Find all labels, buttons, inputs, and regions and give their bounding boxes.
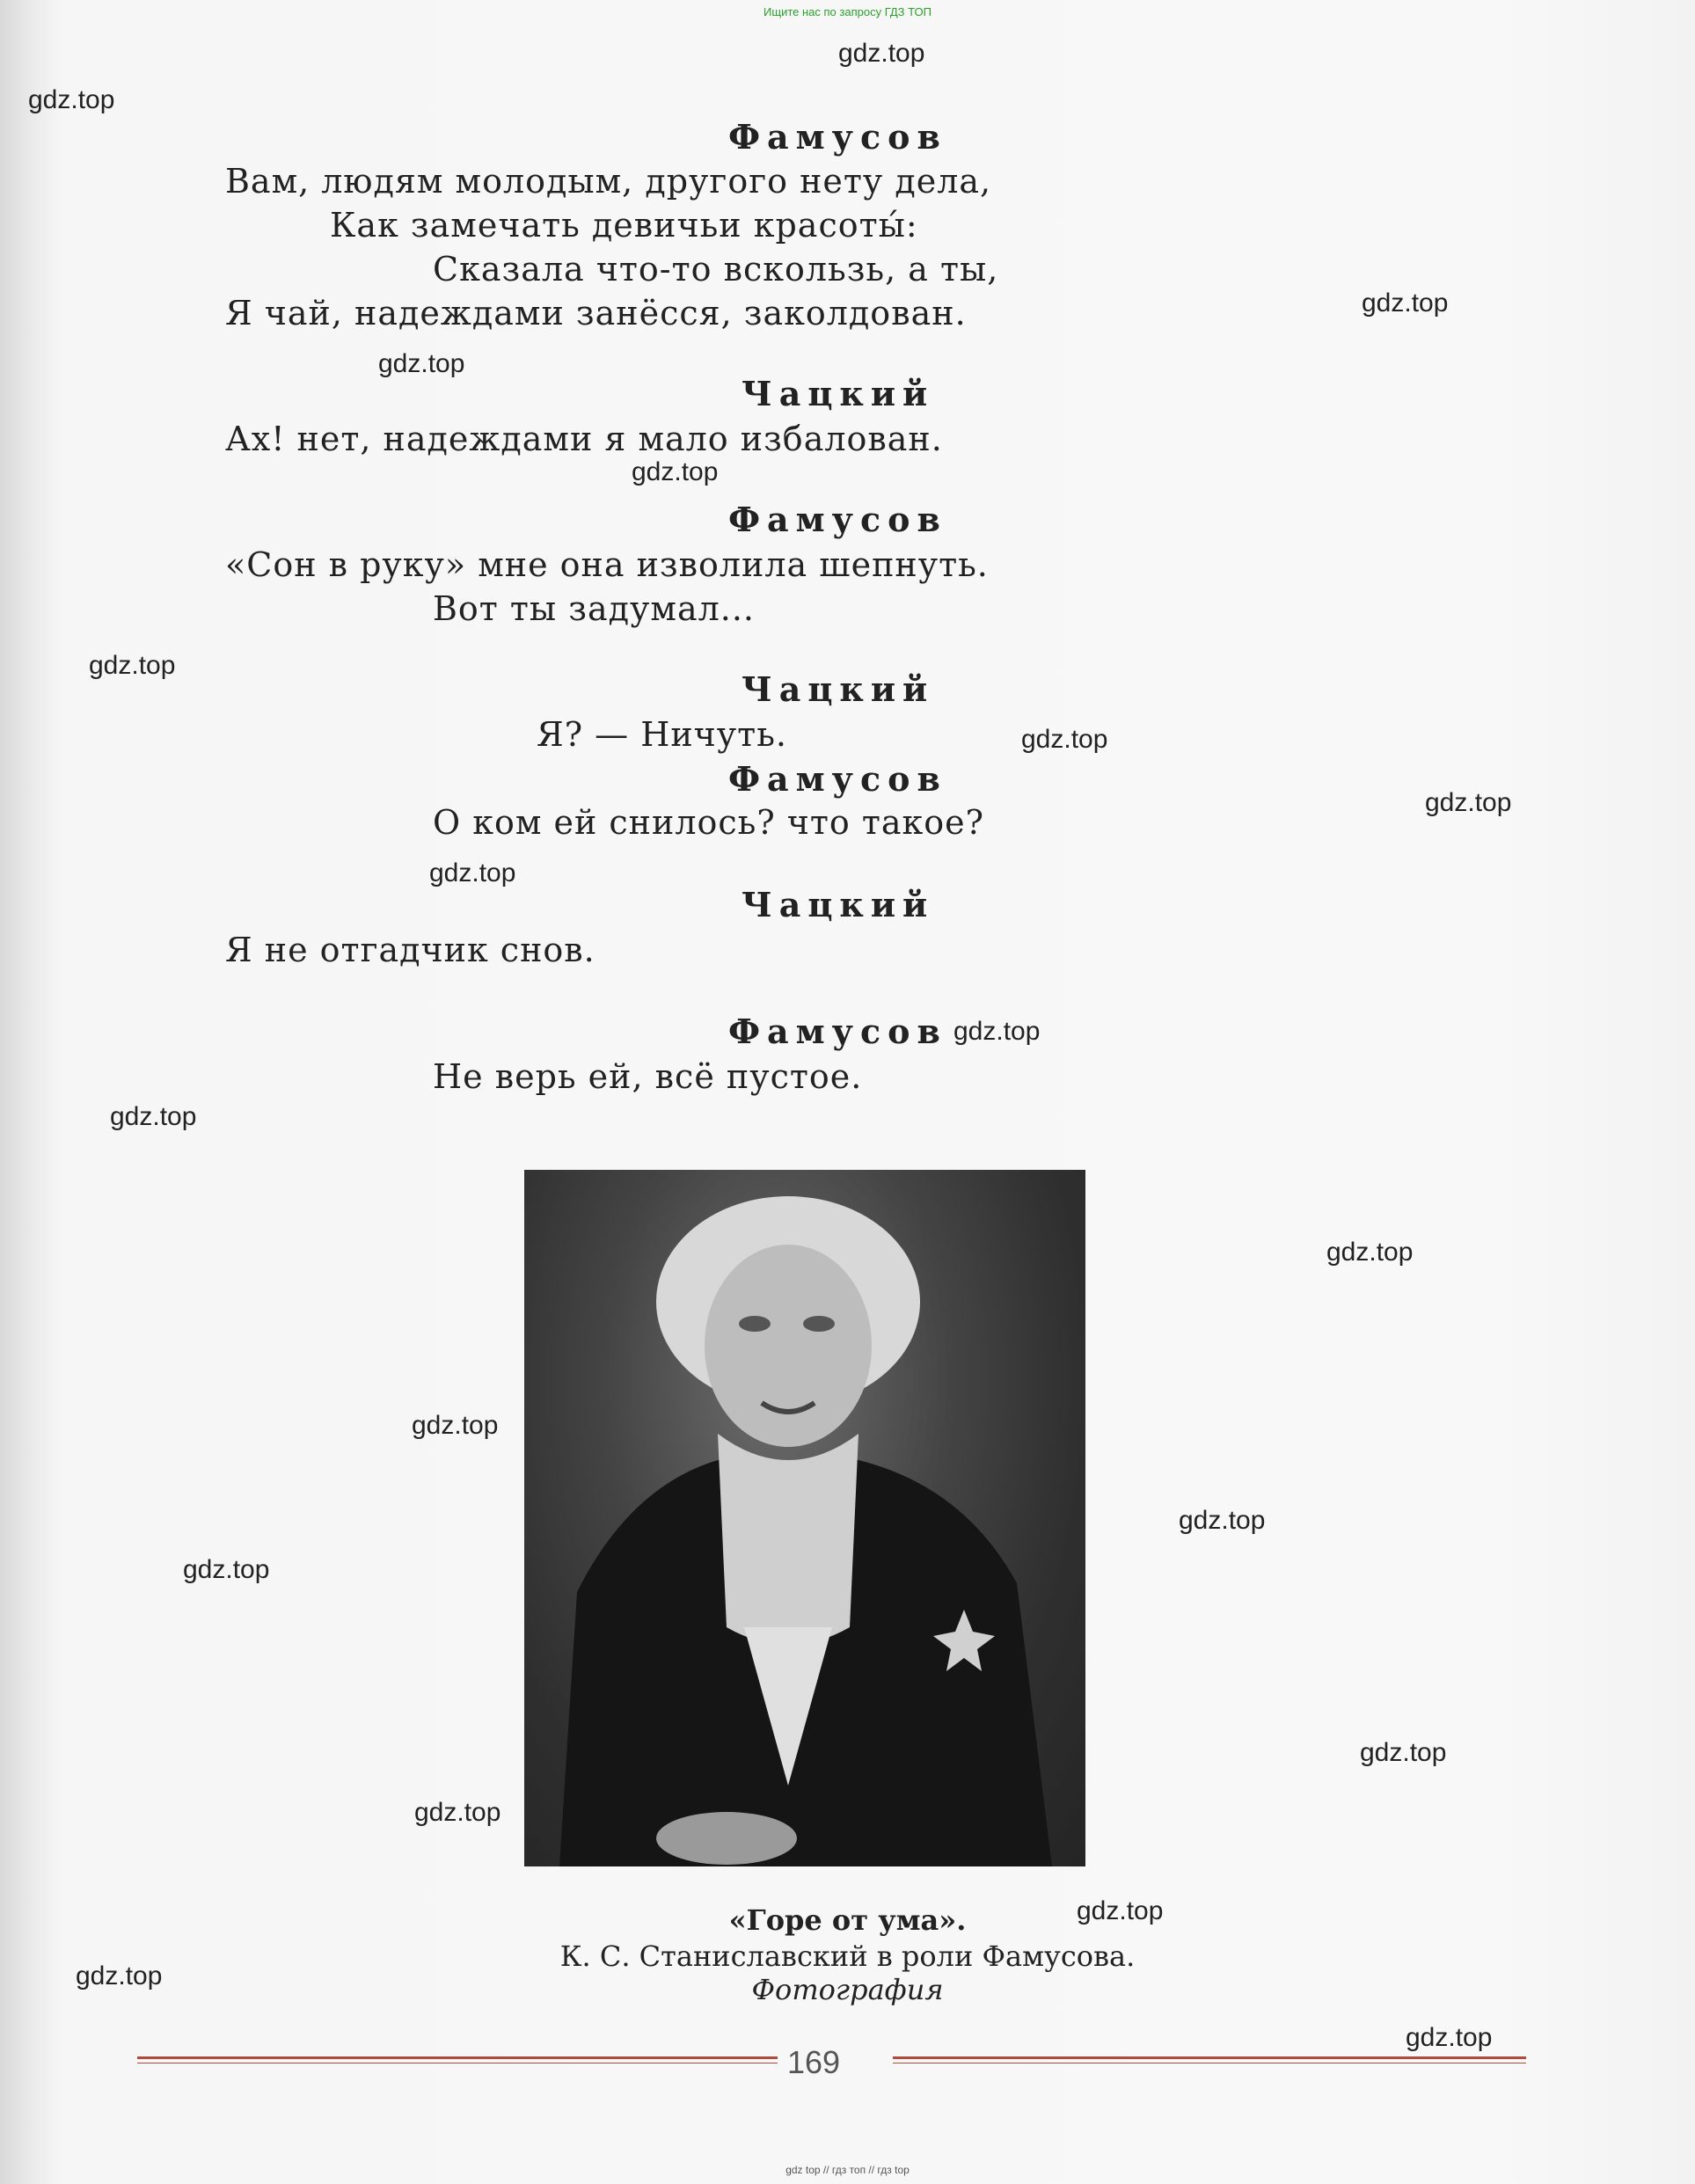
speaker-famusov: Фамусов: [728, 117, 947, 157]
watermark: gdz.top: [632, 457, 719, 486]
page-number: 169: [787, 2044, 841, 2080]
watermark: gdz.top: [414, 1798, 501, 1827]
speaker-chatsky: Чацкий: [742, 669, 935, 709]
verse-line: Не верь ей, всё пустое.: [433, 1057, 863, 1096]
watermark: gdz.top: [110, 1102, 197, 1131]
verse-line: О ком ей снилось? что такое?: [433, 803, 985, 842]
footer-rule-left: [137, 2056, 778, 2059]
watermark: gdz.top: [28, 85, 115, 114]
verse-line: Я чай, надеждами занёсся, заколдован.: [225, 294, 967, 332]
footer-rule-right: [893, 2056, 1526, 2059]
speaker-famusov: Фамусов: [728, 1012, 947, 1051]
stanislavsky-photo: [524, 1170, 1085, 1866]
verse-line: Ах! нет, надеждами я мало избалован.: [225, 420, 943, 458]
watermark: gdz.top: [953, 1017, 1041, 1046]
watermark: gdz.top: [1406, 2023, 1493, 2052]
verse-line: Я? — Ничуть.: [537, 715, 787, 754]
verse-line: Я не отгадчик снов.: [225, 931, 595, 969]
speaker-chatsky: Чацкий: [742, 374, 935, 413]
watermark: gdz.top: [412, 1411, 499, 1440]
verse-line: Вот ты задумал...: [433, 589, 755, 628]
photo-caption-title: «Горе от ума».: [728, 1903, 967, 1937]
verse-line: Вам, людям молодым, другого нету дела,: [225, 162, 992, 201]
watermark: gdz.top: [1360, 1738, 1447, 1767]
watermark: gdz.top: [838, 39, 925, 68]
watermark: gdz.top: [1425, 788, 1512, 817]
speaker-famusov: Фамусов: [728, 500, 947, 539]
verse-line: Как замечать девичьи красоты́:: [330, 206, 918, 245]
bottom-banner: gdz top // гдз топ // гдз top: [785, 2164, 910, 2176]
watermark: gdz.top: [76, 1961, 163, 1990]
speaker-chatsky: Чацкий: [742, 885, 935, 924]
verse-line: Сказала что-то вскользь, а ты,: [433, 250, 999, 289]
watermark: gdz.top: [1077, 1896, 1164, 1925]
watermark: gdz.top: [429, 858, 516, 887]
watermark: gdz.top: [1362, 289, 1449, 318]
photo-caption-type: Фотография: [751, 1973, 944, 2006]
watermark: gdz.top: [1021, 725, 1108, 754]
watermark: gdz.top: [89, 651, 176, 680]
speaker-famusov: Фамусов: [728, 759, 947, 799]
verse-line: «Сон в руку» мне она изволила шепнуть.: [225, 545, 989, 584]
watermark: gdz.top: [1326, 1238, 1414, 1267]
watermark: gdz.top: [378, 349, 465, 378]
top-banner: Ищите нас по запросу ГДЗ ТОП: [763, 5, 932, 18]
portrait-illustration: [524, 1170, 1085, 1866]
watermark: gdz.top: [183, 1555, 270, 1584]
watermark: gdz.top: [1179, 1506, 1266, 1535]
photo-caption-subtitle: К. С. Станиславский в роли Фамусова.: [559, 1939, 1136, 1973]
